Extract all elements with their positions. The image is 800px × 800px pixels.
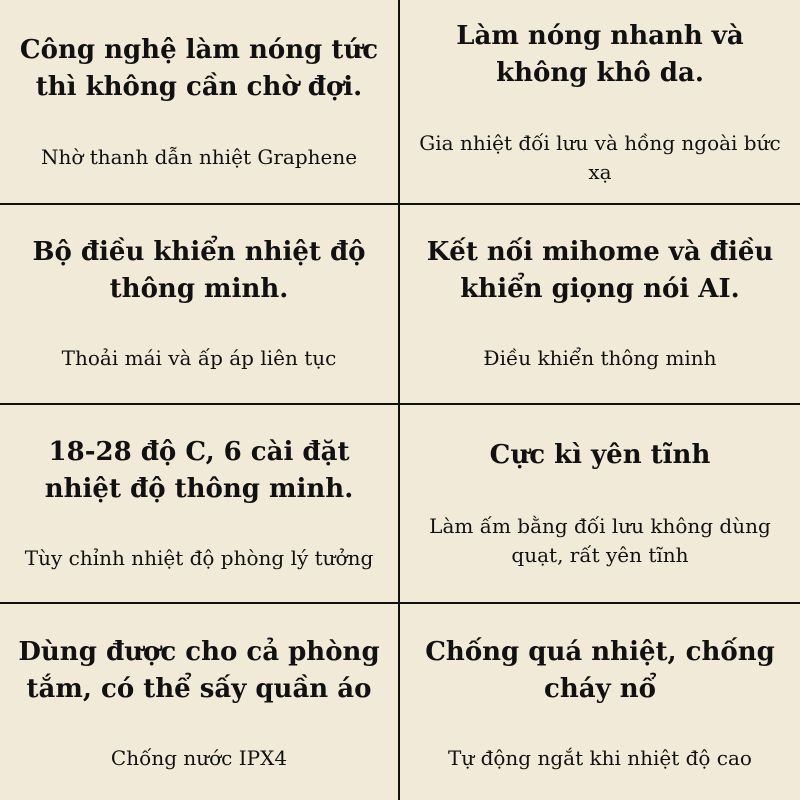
feature-title: Chống quá nhiệt, chống cháy nổ — [425, 637, 775, 704]
feature-description: Tự động ngắt khi nhiệt độ cao — [448, 746, 752, 770]
feature-cell-overheat-protection — [400, 604, 800, 800]
feature-cell-smart-thermostat — [0, 205, 400, 405]
feature-description: Thoải mái và ấp áp liên tục — [61, 346, 337, 370]
feature-description: Nhờ thanh dẫn nhiệt Graphene — [40, 145, 358, 169]
feature-cell-quiet — [400, 405, 800, 604]
feature-title: Kết nối mihome và điều khiển giọng nói AI. — [426, 237, 774, 304]
feature-cell-temperature-range — [0, 405, 400, 604]
feature-description: Làm ấm bằng đối lưu không dùng quạt, rất yên tĩnh — [429, 514, 771, 567]
feature-cell-bathroom-use — [0, 604, 400, 800]
feature-cell-mihome-voice — [400, 205, 800, 405]
feature-title: 18-28 độ C, 6 cài đặt nhiệt độ thông minh. — [44, 437, 354, 504]
feature-title: Dùng được cho cả phòng tắm, có thể sấy quần áo — [18, 637, 380, 704]
feature-title: Công nghệ làm nóng tức thì không cần chờ đợi. — [19, 35, 379, 102]
feature-cell-fast-heating — [400, 0, 800, 205]
feature-title: Cực kì yên tĩnh — [489, 440, 711, 470]
feature-title: Bộ điều khiển nhiệt độ thông minh. — [32, 237, 366, 304]
feature-description: Chống nước IPX4 — [110, 746, 288, 770]
feature-description: Tùy chỉnh nhiệt độ phòng lý tưởng — [24, 546, 374, 570]
feature-description: Gia nhiệt đối lưu và hồng ngoài bức xạ — [419, 131, 781, 184]
feature-description: Điều khiển thông minh — [483, 346, 717, 370]
feature-title: Làm nóng nhanh và không khô da. — [456, 21, 744, 88]
feature-cell-instant-heating — [0, 0, 400, 205]
